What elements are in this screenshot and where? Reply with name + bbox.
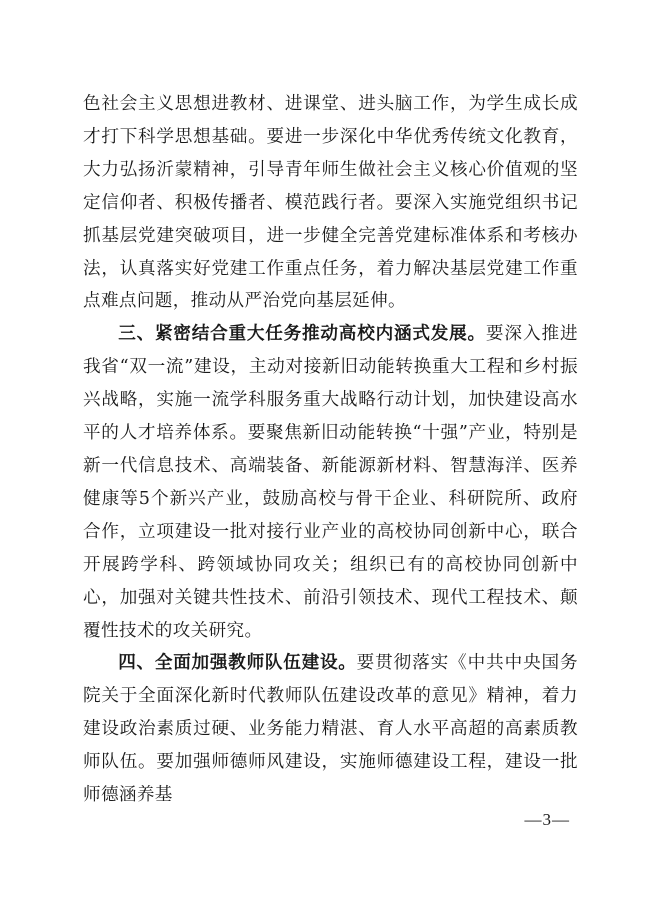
document-body [83,88,578,812]
paragraph-1-text: 色社会主义思想进教材、进课堂、进头脑工作，为学生成长成才打下科学思想基础。要进一步深化中华优秀传统文化教育，大力弘扬沂蒙精神，引导青年师生做社会主义核心价值观的坚定信仰者、积极传播者、模范践行者。要深入实施党组织书记抓基层党建突破项目，进一步健全完善党建标准体系和考核办法，认真落实好党建工作重点任务，着力解决基层党建工作重点难点问题，推动从严治党向基层延伸。 [83,94,578,312]
paragraph-2-text: 要深入推进我省“双一流”建设，主动对接新旧动能转换重大工程和乡村振兴战略，实施一流学科服务重大战略行动计划，加快建设高水平的人才培养体系。要聚焦新旧动能转换“十强”产业，特别是新一代信息技术、高端装备、新能源新材料、智慧海洋、医养健康等5个新兴产业，鼓励高校与骨干企业、科研院所、政府合作，立项建设一批对接行业产业的高校协同创新中心，联合开展跨学科、跨领域协同攻关；组织已有的高校协同创新中心，加强对关键共性技术、前沿引领技术、现代工程技术、颠覆性技术的攻关研究。 [83,324,578,641]
paragraph-continued [83,88,578,318]
paragraph-section-four [83,647,578,812]
section-four-heading: 四、全面加强教师队伍建设。 [118,653,357,674]
paragraph-section-three [83,318,578,647]
paragraph-3-text: 要贯彻落实《中共中央国务院关于全面深化新时代教师队伍建设改革的意见》精神，着力建设政治素质过硬、业务能力精湛、育人水平高超的高素质教师队伍。要加强师德师风建设，实施师德建设工程，建设一批师德涵养基 [83,653,578,806]
section-three-heading: 三、紧密结合重大任务推动高校内涵式发展。 [118,324,486,345]
page-number: —3— [524,810,570,829]
